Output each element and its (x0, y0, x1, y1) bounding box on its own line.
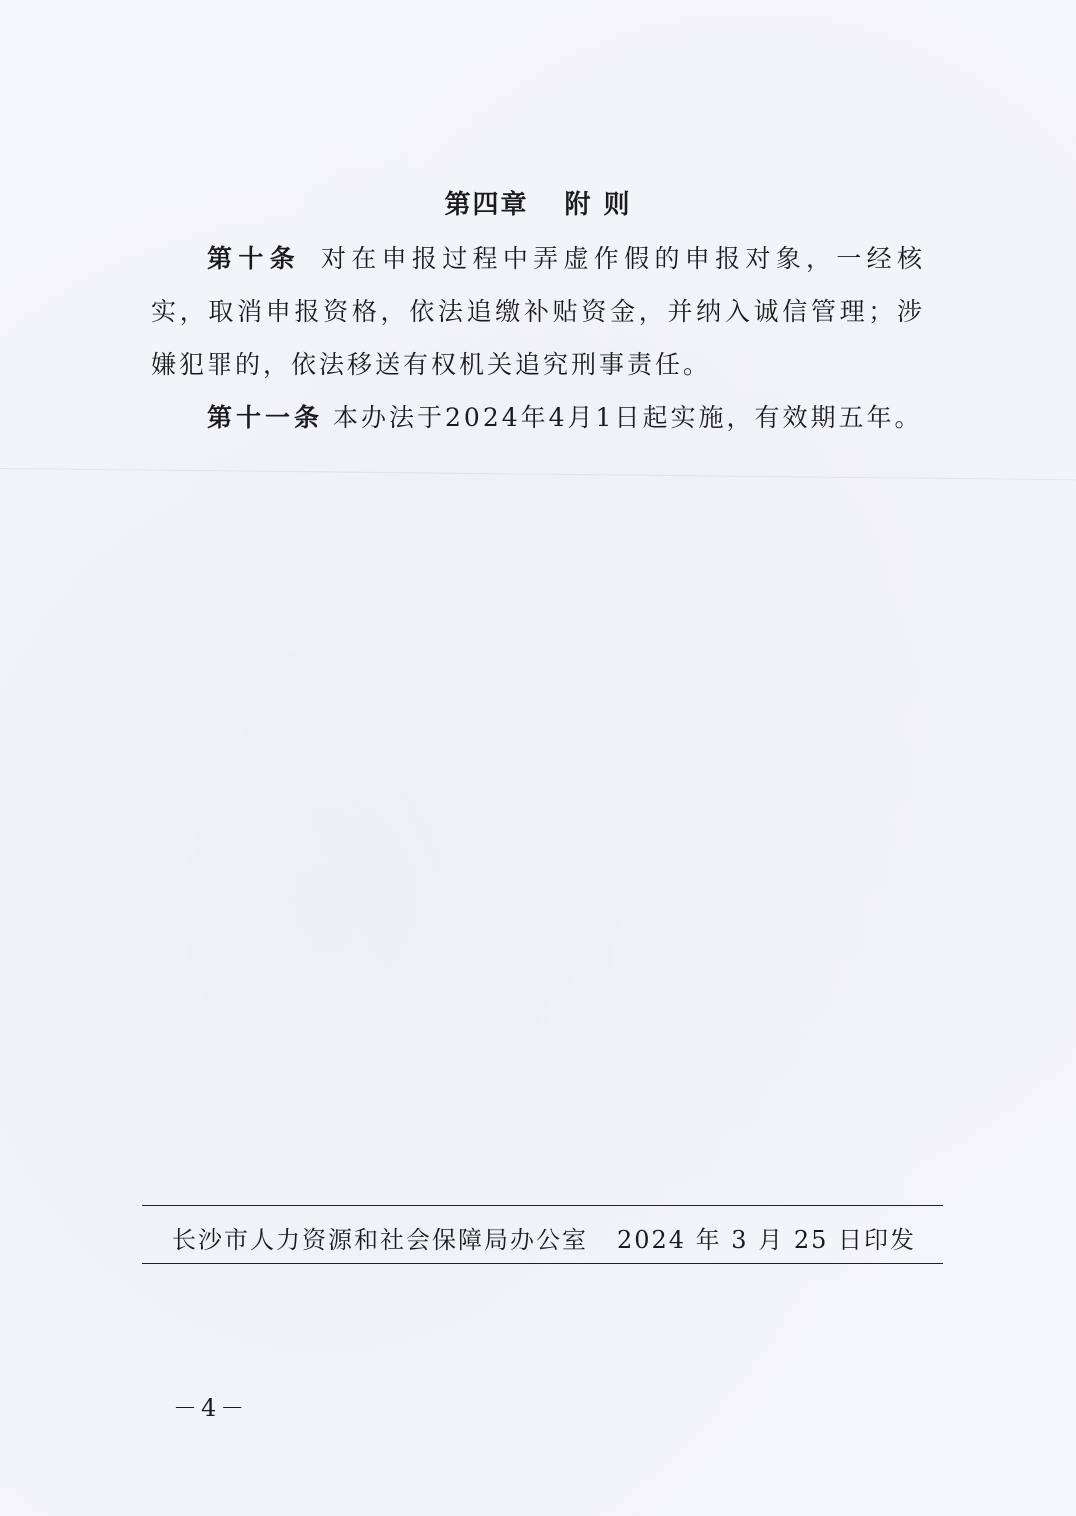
page-number: －4－ (173, 1394, 249, 1422)
footer-issuer: 长沙市人力资源和社会保障局办公室 (172, 1226, 588, 1254)
footer-issue-date: 2024 年 3 月 25 日印发 (616, 1226, 916, 1254)
article-label: 第十一条 (207, 403, 324, 432)
article-11 (151, 391, 925, 444)
footer-top-rule (142, 1205, 943, 1206)
footer-bottom-rule (142, 1263, 943, 1264)
article-text: 对在申报过程中弄虚作假的申报对象，一经核实，取消申报资格，依法追缴补贴资金，并纳入诚信管理；涉嫌犯罪的，依法移送有权机关追究刑事责任。 (151, 244, 925, 379)
article-label: 第十条 (207, 244, 301, 273)
scan-artifact-line (0, 468, 1076, 480)
chapter-heading (0, 184, 1076, 221)
body-text (151, 232, 925, 444)
article-text: 本办法于2024年4月1日起实施，有效期五年。 (333, 403, 923, 432)
article-10 (151, 232, 925, 391)
chapter-title: 附 则 (564, 190, 632, 220)
chapter-number: 第四章 (444, 190, 529, 220)
